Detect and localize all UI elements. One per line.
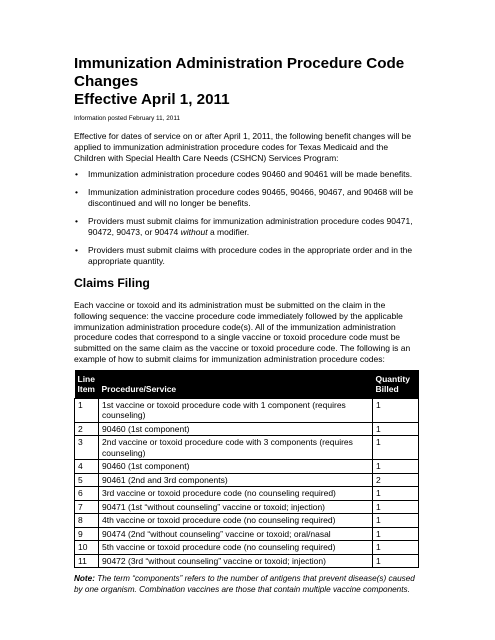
cell-line-item: 2 [75, 422, 99, 436]
claims-paragraph: Each vaccine or toxoid and its administration must be submitted on the claim in the following sequence: the vaccine procedure code immediately followed by the applicable immunization administration procedure code(s). All of the immunization administration procedure codes that correspond to a single vaccine or toxoid procedure code must be submitted on the same claim as the vaccine or toxoid procedure code. The following is an example of how to submit claims for immunization administration procedure codes: [74, 300, 411, 364]
document-title [74, 55, 419, 109]
cell-line-item: 4 [75, 460, 99, 474]
table-body [75, 398, 419, 568]
cell-quantity: 2 [373, 473, 419, 487]
list-item: • Immunization administration procedure codes 90460 and 90461 will be made benefits. [75, 169, 413, 179]
bullet-icon: • [75, 169, 78, 179]
cell-quantity: 1 [373, 398, 419, 422]
header-line-item: Line Item [77, 373, 95, 394]
cell-procedure: 2nd vaccine or toxoid procedure code with 3 components (requires counseling) [99, 436, 373, 460]
cell-procedure: 90461 (2nd and 3rd components) [99, 473, 373, 487]
table-row [75, 436, 419, 460]
bullet-icon: • [75, 245, 78, 255]
table-header-row [75, 370, 419, 399]
cell-procedure: 90472 (3rd “without counseling” vaccine or toxoid; injection) [99, 554, 373, 568]
table-row [75, 398, 419, 422]
benefit-changes-list [74, 169, 419, 267]
cell-procedure: 4th vaccine or toxoid procedure code (no counseling required) [99, 514, 373, 528]
bullet-icon: • [75, 216, 78, 226]
cell-quantity: 1 [373, 436, 419, 460]
table-row [75, 527, 419, 541]
cell-line-item: 10 [75, 541, 99, 555]
cell-procedure: 90460 (1st component) [99, 460, 373, 474]
list-item: • Providers must submit claims with procedure codes in the appropriate order and in the appropriate quantity. [75, 245, 413, 266]
table-row [75, 541, 419, 555]
cell-quantity: 1 [373, 422, 419, 436]
table-row [75, 460, 419, 474]
cell-quantity: 1 [373, 460, 419, 474]
title-line-2: Effective April 1, 2011 [74, 91, 230, 108]
header-quantity: Quantity Billed [375, 373, 410, 394]
cell-procedure: 3rd vaccine or toxoid procedure code (no counseling required) [99, 487, 373, 501]
note-text: The term “components” refers to the number of antigens that prevent disease(s) caused by one organism. Combination vaccines are those that contain multiple vaccine components. [74, 574, 415, 594]
cell-quantity: 1 [373, 541, 419, 555]
table-row [75, 487, 419, 501]
table-row [75, 500, 419, 514]
cell-procedure: 90474 (2nd “without counseling” vaccine or toxoid; oral/nasal [99, 527, 373, 541]
cell-quantity: 1 [373, 500, 419, 514]
cell-quantity: 1 [373, 554, 419, 568]
table-row [75, 554, 419, 568]
cell-line-item: 1 [75, 398, 99, 422]
cell-quantity: 1 [373, 514, 419, 528]
cell-procedure: 90460 (1st component) [99, 422, 373, 436]
intro-paragraph: Effective for dates of service on or after April 1, 2011, the following benefit changes will be applied to immunization administration procedure codes for Texas Medicaid and the Children with Special Health Care Needs (CSHCN) Services Program: [74, 131, 412, 163]
section-heading: Claims Filing [74, 276, 150, 290]
list-item [74, 216, 419, 238]
cell-quantity: 1 [373, 487, 419, 501]
list-item: • Immunization administration procedure codes 90465, 90466, 90467, and 90468 will be discontinued and will no longer be benefits. [75, 187, 414, 208]
note-label: Note: [74, 574, 95, 584]
posted-date: Information posted February 11, 2011 [74, 115, 180, 122]
bullet-icon: • [75, 187, 78, 197]
claims-example-table [74, 370, 419, 569]
cell-line-item: 5 [75, 473, 99, 487]
cell-quantity: 1 [373, 527, 419, 541]
title-line-1: Immunization Administration Procedure Code Changes [74, 55, 405, 90]
cell-line-item: 7 [75, 500, 99, 514]
cell-line-item: 3 [75, 436, 99, 460]
cell-procedure: 5th vaccine or toxoid procedure code (no counseling required) [99, 541, 373, 555]
cell-procedure: 90471 (1st “without counseling” vaccine or toxoid; injection) [99, 500, 373, 514]
header-procedure: Procedure/Service [101, 383, 177, 394]
cell-line-item: 6 [75, 487, 99, 501]
cell-procedure: 1st vaccine or toxoid procedure code with 1 component (requires counseling) [99, 398, 373, 422]
note [74, 574, 419, 595]
cell-line-item: 11 [75, 554, 99, 568]
cell-line-item: 8 [75, 514, 99, 528]
table-row [75, 473, 419, 487]
cell-line-item: 9 [75, 527, 99, 541]
table-row [75, 514, 419, 528]
bullet-3-text: Providers must submit claims for immunization administration procedure codes 90471, 90472, 90473, or 90474 without a modifier. [88, 216, 413, 237]
table-row [75, 422, 419, 436]
